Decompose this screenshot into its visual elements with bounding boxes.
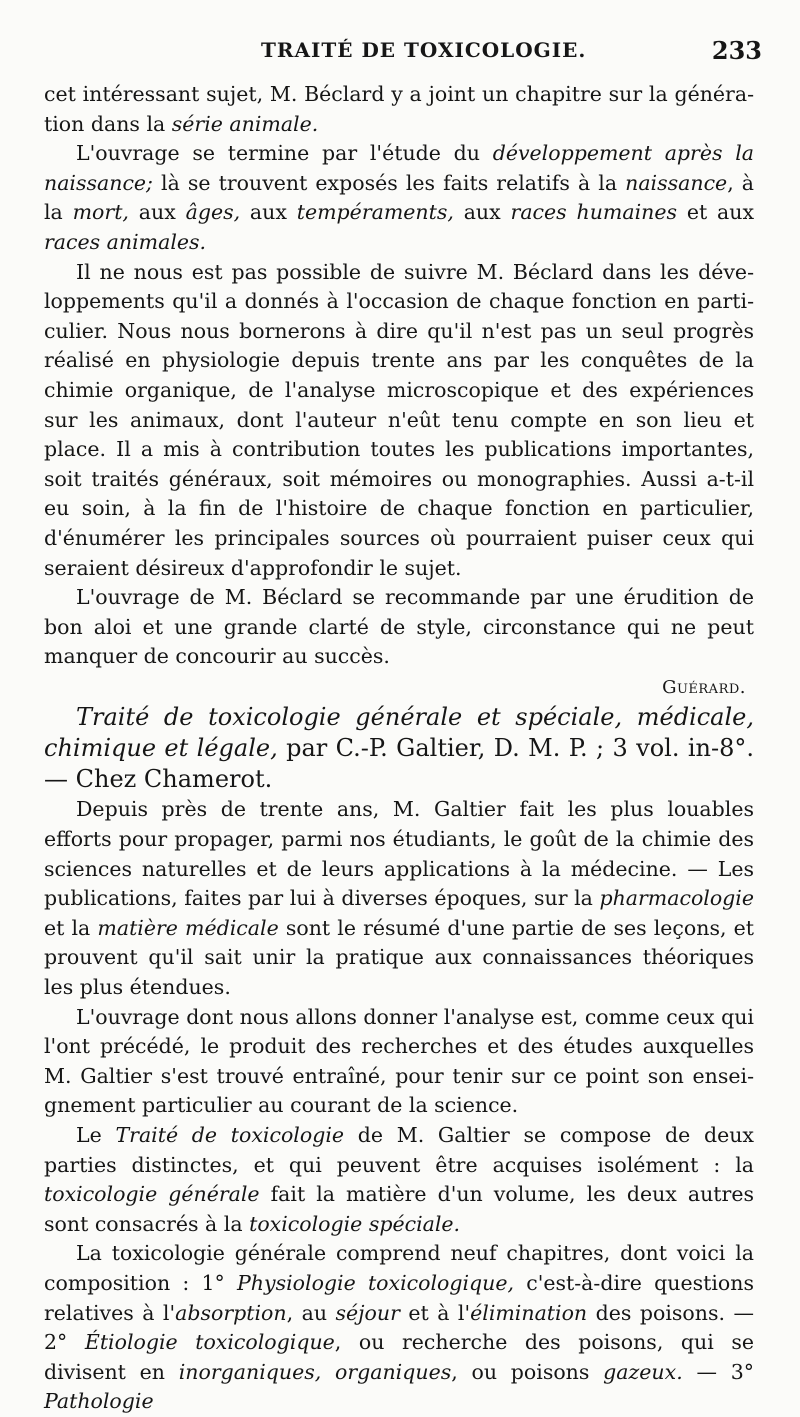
paragraph-general-toxicology: La toxicologie générale comprend neuf chapitres, dont voici la composition : 1° Physiologie toxicologique, c'est-à-dire questions relatives à l'absorption, au séjour et à l'élimination des poisons. — 2° Étiologie toxicologique, ou recherche des poisons, qui se divisent en inorganiques, organiques, ou poisons gazeux. — 3° Pathologie (44, 1241, 755, 1414)
running-title: TRAITÉ DE TOXICOLOGIE. (261, 38, 587, 62)
paragraph-galtier-intro: Depuis près de trente ans, M. Galtier fait les plus louables efforts pour propager, parmi nos étudiants, le goût de la chimie des sciences naturelles et de leurs applications à la médecine. — Les publications, faites par lui à diverses époques, sur la pharmacologie et la matière médicale sont le résumé d'une partie de ses leçons, et prouvent qu'il sait unir la pratique aux connaissances théoriques les plus étendues. (44, 797, 754, 1000)
paragraph-assessment: Il ne nous est pas possible de suivre M. Béclard dans les développements qu'il a donnés à l'occasion de chaque fonction en particulier. Nous nous bornerons à dire qu'il n'est pas un seul progrès réalisé en physiologie depuis trente ans par les conquêtes de la chimie organique, de l'analyse microscopique et des expériences sur les animaux, dont l'auteur n'eût tenu compte en son lieu et place. Il a mis à contribution toutes les publications importantes, soit traités généraux, soit mémoires ou monographies. Aussi a-t-il eu soin, à la fin de l'histoire de chaque fonction en particulier, d'énumérer les principales sources où pourraient puiser ceux qui seraient désireux d'approfondir le sujet. (44, 259, 754, 580)
reviewer-signature: Guérard. (662, 676, 746, 698)
paragraph-galtier-structure: Le Traité de toxicologie de M. Galtier se compose de deux parties distinctes, et qui peuvent être acquises isolément : la toxicologie générale fait la matière d'un volume, les deux autres sont consacrés à la toxicologie spéciale. (44, 1123, 754, 1236)
page-header (46, 38, 762, 66)
paragraph-conclusion: L'ouvrage se termine par l'étude du développement après la naissance; là se trouvent exposés les faits relatifs à la naissance, à la mort, aux âges, aux tempéraments, aux races humaines et aux races animales. (44, 141, 755, 254)
paragraph-recommendation: L'ouvrage de M. Béclard se recommande par une érudition de bon aloi et une grande clarté de style, circonstance qui ne peut manquer de concourir au succès. (44, 585, 754, 669)
signature-line (44, 672, 754, 703)
review-title: Traité de toxicologie générale et spéciale, médicale, chimique et légale, par C.-P. Galtier, D. M. P. ; 3 vol. in-8°. — Chez Chamerot. (44, 703, 754, 794)
paragraph-continuation: cet intéressant sujet, M. Béclard y a joint un chapitre sur la génération dans la série animale. (44, 82, 754, 136)
page-number: 233 (711, 36, 762, 65)
paragraph-galtier-work: L'ouvrage dont nous allons donner l'analyse est, comme ceux qui l'ont précédé, le produit des recherches et des études auxquelles M. Galtier s'est trouvé entraîné, pour tenir sur ce point son enseignement particulier au courant de la science. (44, 1004, 754, 1118)
body-text (44, 80, 754, 1417)
